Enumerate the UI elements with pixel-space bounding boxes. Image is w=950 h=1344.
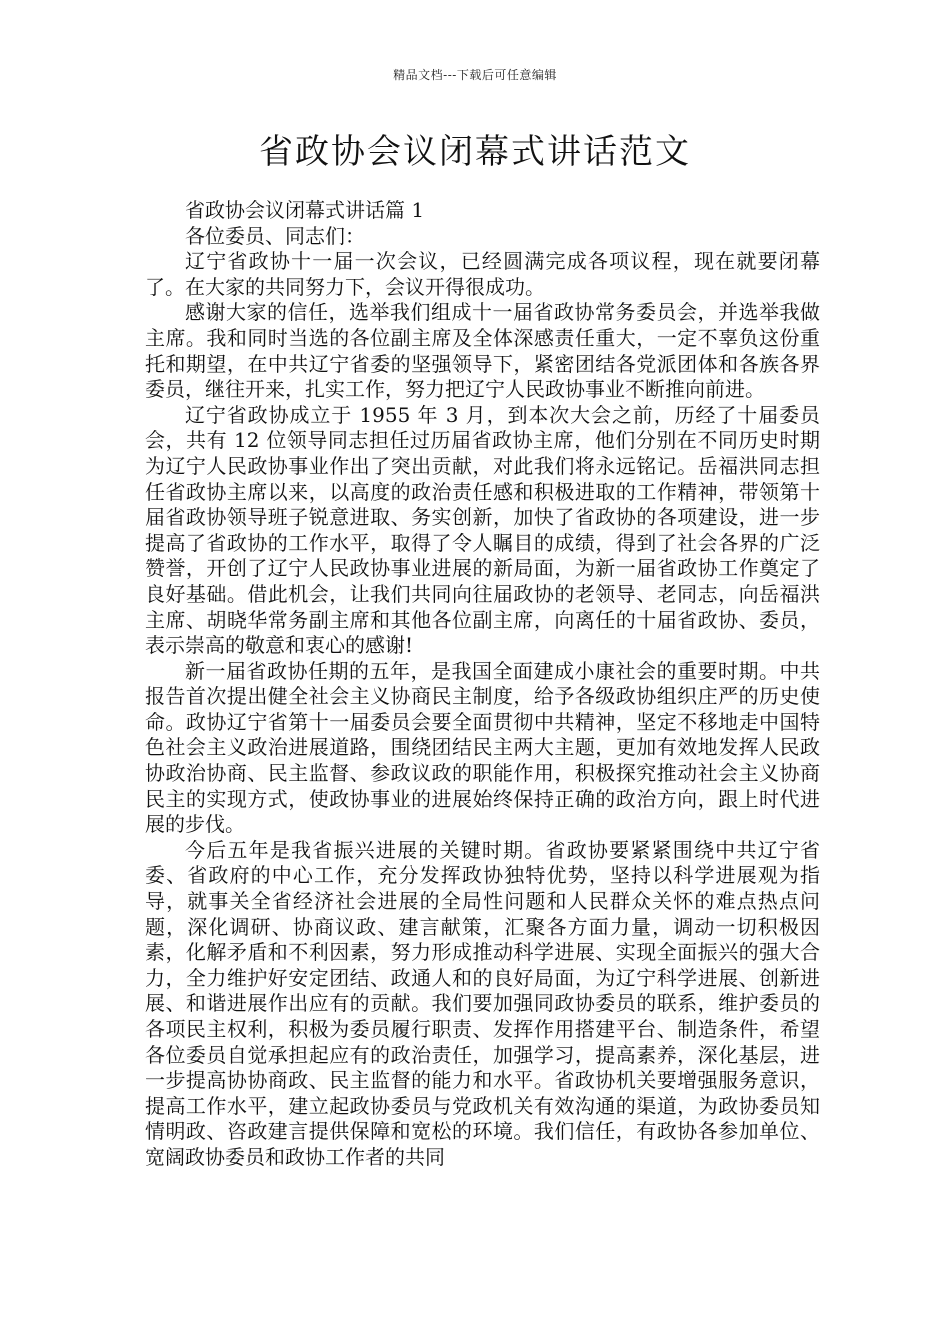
paragraph: 今后五年是我省振兴进展的关键时期。省政协要紧紧围绕中共辽宁省委、省政府的中心工作，充分发挥政协独特优势，坚持以科学进展观为指导，就事关全省经济社会进展的全局性问题和人民群众关怀的难点热点问题，深化调研、协商议政、建言献策，汇聚各方面力量，调动一切积极因素，化解矛盾和不利因素，努力形成推动科学进展、实现全面振兴的强大合力，全力维护好安定团结、政通人和的良好局面，为辽宁科学进展、创新进展、和谐进展作出应有的贡献。我们要加强同政协委员的联系，维护委员的各项民主权利，积极为委员履行职责、发挥作用搭建平台、制造条件，希望各位委员自觉承担起应有的政治责任，加强学习，提高素养，深化基层，进一步提高协协商政、民主监督的能力和水平。省政协机关要增强服务意识，提高工作水平，建立起政协委员与党政机关有效沟通的渠道，为政协委员知情明政、咨政建言提供保障和宽松的环境。我们信任，有政协各参加单位、宽阔政协委员和政协工作者的共同 xyxy=(145,837,820,1169)
section-heading: 省政协会议闭幕式讲话篇 1 xyxy=(185,198,425,222)
salutation: 各位委员、同志们： xyxy=(185,223,365,248)
document-body xyxy=(145,198,820,1171)
paragraph: 辽宁省政协十一届一次会议，已经圆满完成各项议程，现在就要闭幕了。在大家的共同努力下，会议开得很成功。 xyxy=(145,249,820,299)
paragraph: 感谢大家的信任，选举我们组成十一届省政协常务委员会，并选举我做主席。我和同时当选的各位副主席及全体深感责任重大，一定不辜负这份重托和期望，在中共辽宁省委的坚强领导下，紧密团结各党派团体和各族各界委员，继往开来，扎实工作，努力把辽宁人民政协事业不断推向前进。 xyxy=(145,300,820,402)
document-title: 省政协会议闭幕式讲话范文 xyxy=(259,132,691,172)
page-header: 精品文档---下载后可任意编辑 xyxy=(393,68,557,82)
paragraph: 新一届省政协任期的五年，是我国全面建成小康社会的重要时期。中共报告首次提出健全社会主义协商民主制度，给予各级政协组织庄严的历史使命。政协辽宁省第十一届委员会要全面贯彻中共精神，坚定不移地走中国特色社会主义政治进展道路，围绕团结民主两大主题，更加有效地发挥人民政协政治协商、民主监督、参政议政的职能作用，积极探究推动社会主义协商民主的实现方式，使政协事业的进展始终保持正确的政治方向，跟上时代进展的步伐。 xyxy=(145,658,820,837)
paragraph: 辽宁省政协成立于 1955 年 3 月，到本次大会之前，历经了十届委员会，共有 12 位领导同志担任过历届省政协主席，他们分别在不同历史时期为辽宁人民政协事业作出了突出贡献，对此我们将永远铭记。岳福洪同志担任省政协主席以来，以高度的政治责任感和积极进取的工作精神，带领第十届省政协领导班子锐意进取、务实创新，加快了省政协的各项建设，进一步提高了省政协的工作水平，取得了令人瞩目的成绩，得到了社会各界的广泛赞誉，开创了辽宁人民政协事业进展的新局面，为新一届省政协工作奠定了良好基础。借此机会，让我们共同向往届政协的老领导、老同志，向岳福洪主席、胡晓华常务副主席和其他各位副主席，向离任的十届省政协、委员，表示崇高的敬意和衷心的感谢! xyxy=(145,402,820,658)
